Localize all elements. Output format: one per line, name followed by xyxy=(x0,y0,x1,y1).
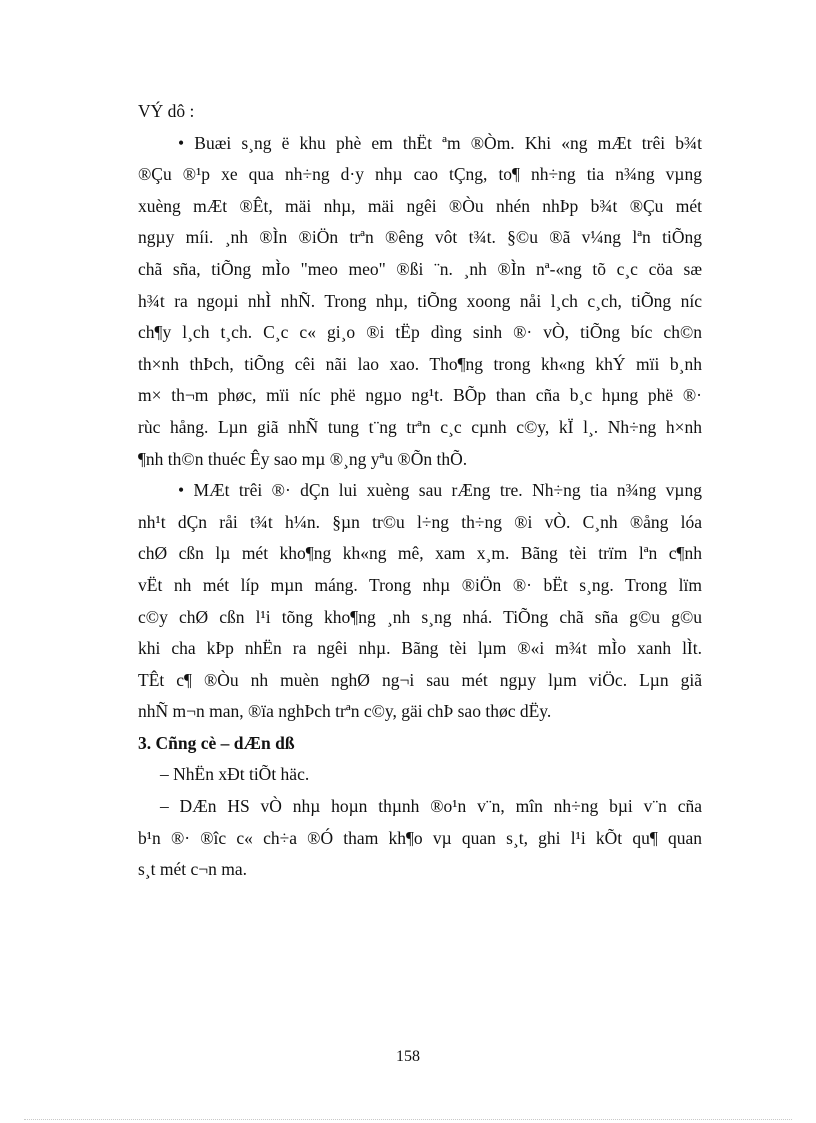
paragraph-line: vËt nh mét líp mµn máng. Trong nhµ ®iÖn ®· bËt s¸ng. Trong lïm xyxy=(138,574,702,595)
paragraph-line: chã sña, tiÕng mÌo "meo meo" ®ßi ¨n. ¸nh ®Ìn nª-«ng tõ c¸c cöa sæ xyxy=(138,258,702,279)
paragraph-line: s¸t mét c¬n ma. xyxy=(138,859,248,880)
paragraph-line: – DÆn HS vÒ nhµ hoµn thµnh ®o¹n v¨n, mîn nh÷ng bµi v¨n cña xyxy=(160,796,702,817)
page-bottom-border xyxy=(24,1119,792,1120)
paragraph-line: nh¹t dÇn råi t¾t h¼n. §µn tr©u l÷ng th÷ng ®i vÒ. C¸nh ®ång lóa xyxy=(138,511,702,532)
paragraph-line: rùc hång. Lµn giã nhÑ tung t¨ng trªn c¸c cµnh c©y, kÏ l¸. Nh÷ng h×nh xyxy=(138,416,702,437)
paragraph-line: m× th¬m phøc, mïi níc phë ngµo ng¹t. BÕp than cña b¸c hµng phë ®· xyxy=(138,385,702,406)
paragraph-line: • Buæi s¸ng ë khu phè em thËt ªm ®Òm. Khi «ng mÆt trêi b¾t xyxy=(178,132,702,153)
list-item-homework xyxy=(138,791,702,886)
paragraph-line: h¾t ra ngoµi nhÌ nhÑ. Trong nhµ, tiÕng xoong nåi l¸ch c¸ch, tiÕng níc xyxy=(138,290,702,311)
example-paragraph-1 xyxy=(138,128,702,476)
paragraph-line: c©y chØ cßn l¹i tõng kho¶ng ¸nh s¸ng nhá. TiÕng chã sña g©u g©u xyxy=(138,606,702,627)
paragraph-line: th×nh thÞch, tiÕng cêi nãi lao xao. Tho¶ng trong kh«ng khÝ mïi b¸nh xyxy=(138,353,702,374)
paragraph-line: nhÑ m¬n man, ®ïa nghÞch trªn c©y, gäi chÞ sao thøc dËy. xyxy=(138,701,552,722)
paragraph-line: ¶nh th©n thuéc Êy sao mµ ®¸ng yªu ®Õn thÕ. xyxy=(138,448,468,469)
paragraph-line: khi cha kÞp nhËn ra ngêi nhµ. Bãng tèi lµm ®«i m¾t mÌo xanh lÌt. xyxy=(138,638,702,659)
section-title: 3. Cñng cè – dÆn dß xyxy=(138,732,295,753)
paragraph-line: TÊt c¶ ®Òu nh muèn nghØ ng¬i sau mét ngµy lµm viÖc. Lµn giã xyxy=(138,669,702,690)
paragraph-line: chØ cßn lµ mét kho¶ng kh«ng mê, xam x¸m. Bãng tèi trïm lªn c¶nh xyxy=(138,543,702,564)
example-heading: VÝ dô : xyxy=(138,101,195,121)
paragraph-line: ngµy míi. ¸nh ®Ìn ®iÖn trªn ®êng vôt t¾t. §©u ®ã v¼ng lªn tiÕng xyxy=(138,227,702,248)
page-number: 158 xyxy=(396,1048,420,1065)
paragraph-line: b¹n ®· ®îc c« ch÷a ®Ó tham kh¶o vµ quan s¸t, ghi l¹i kÕt qu¶ quan xyxy=(138,827,702,848)
list-item-review: – NhËn xÐt tiÕt häc. xyxy=(160,764,310,785)
page-content xyxy=(138,96,702,886)
example-paragraph-2 xyxy=(138,475,702,728)
paragraph-line: ®Çu ®¹p xe qua nh÷ng d·y nhµ cao tÇng, to¶ nh÷ng tia n¾ng vµng xyxy=(138,164,702,185)
paragraph-line: ch¶y l¸ch t¸ch. C¸c c« gi¸o ®i tËp dìng sinh ®· vÒ, tiÕng bíc ch©n xyxy=(138,322,702,343)
paragraph-line: xuèng mÆt ®Êt, mäi nhµ, mäi ngêi ®Òu nhén nhÞp b¾t ®Çu mét xyxy=(138,195,702,216)
paragraph-line: • MÆt trêi ®· dÇn lui xuèng sau rÆng tre. Nh÷ng tia n¾ng vµng xyxy=(178,480,702,501)
